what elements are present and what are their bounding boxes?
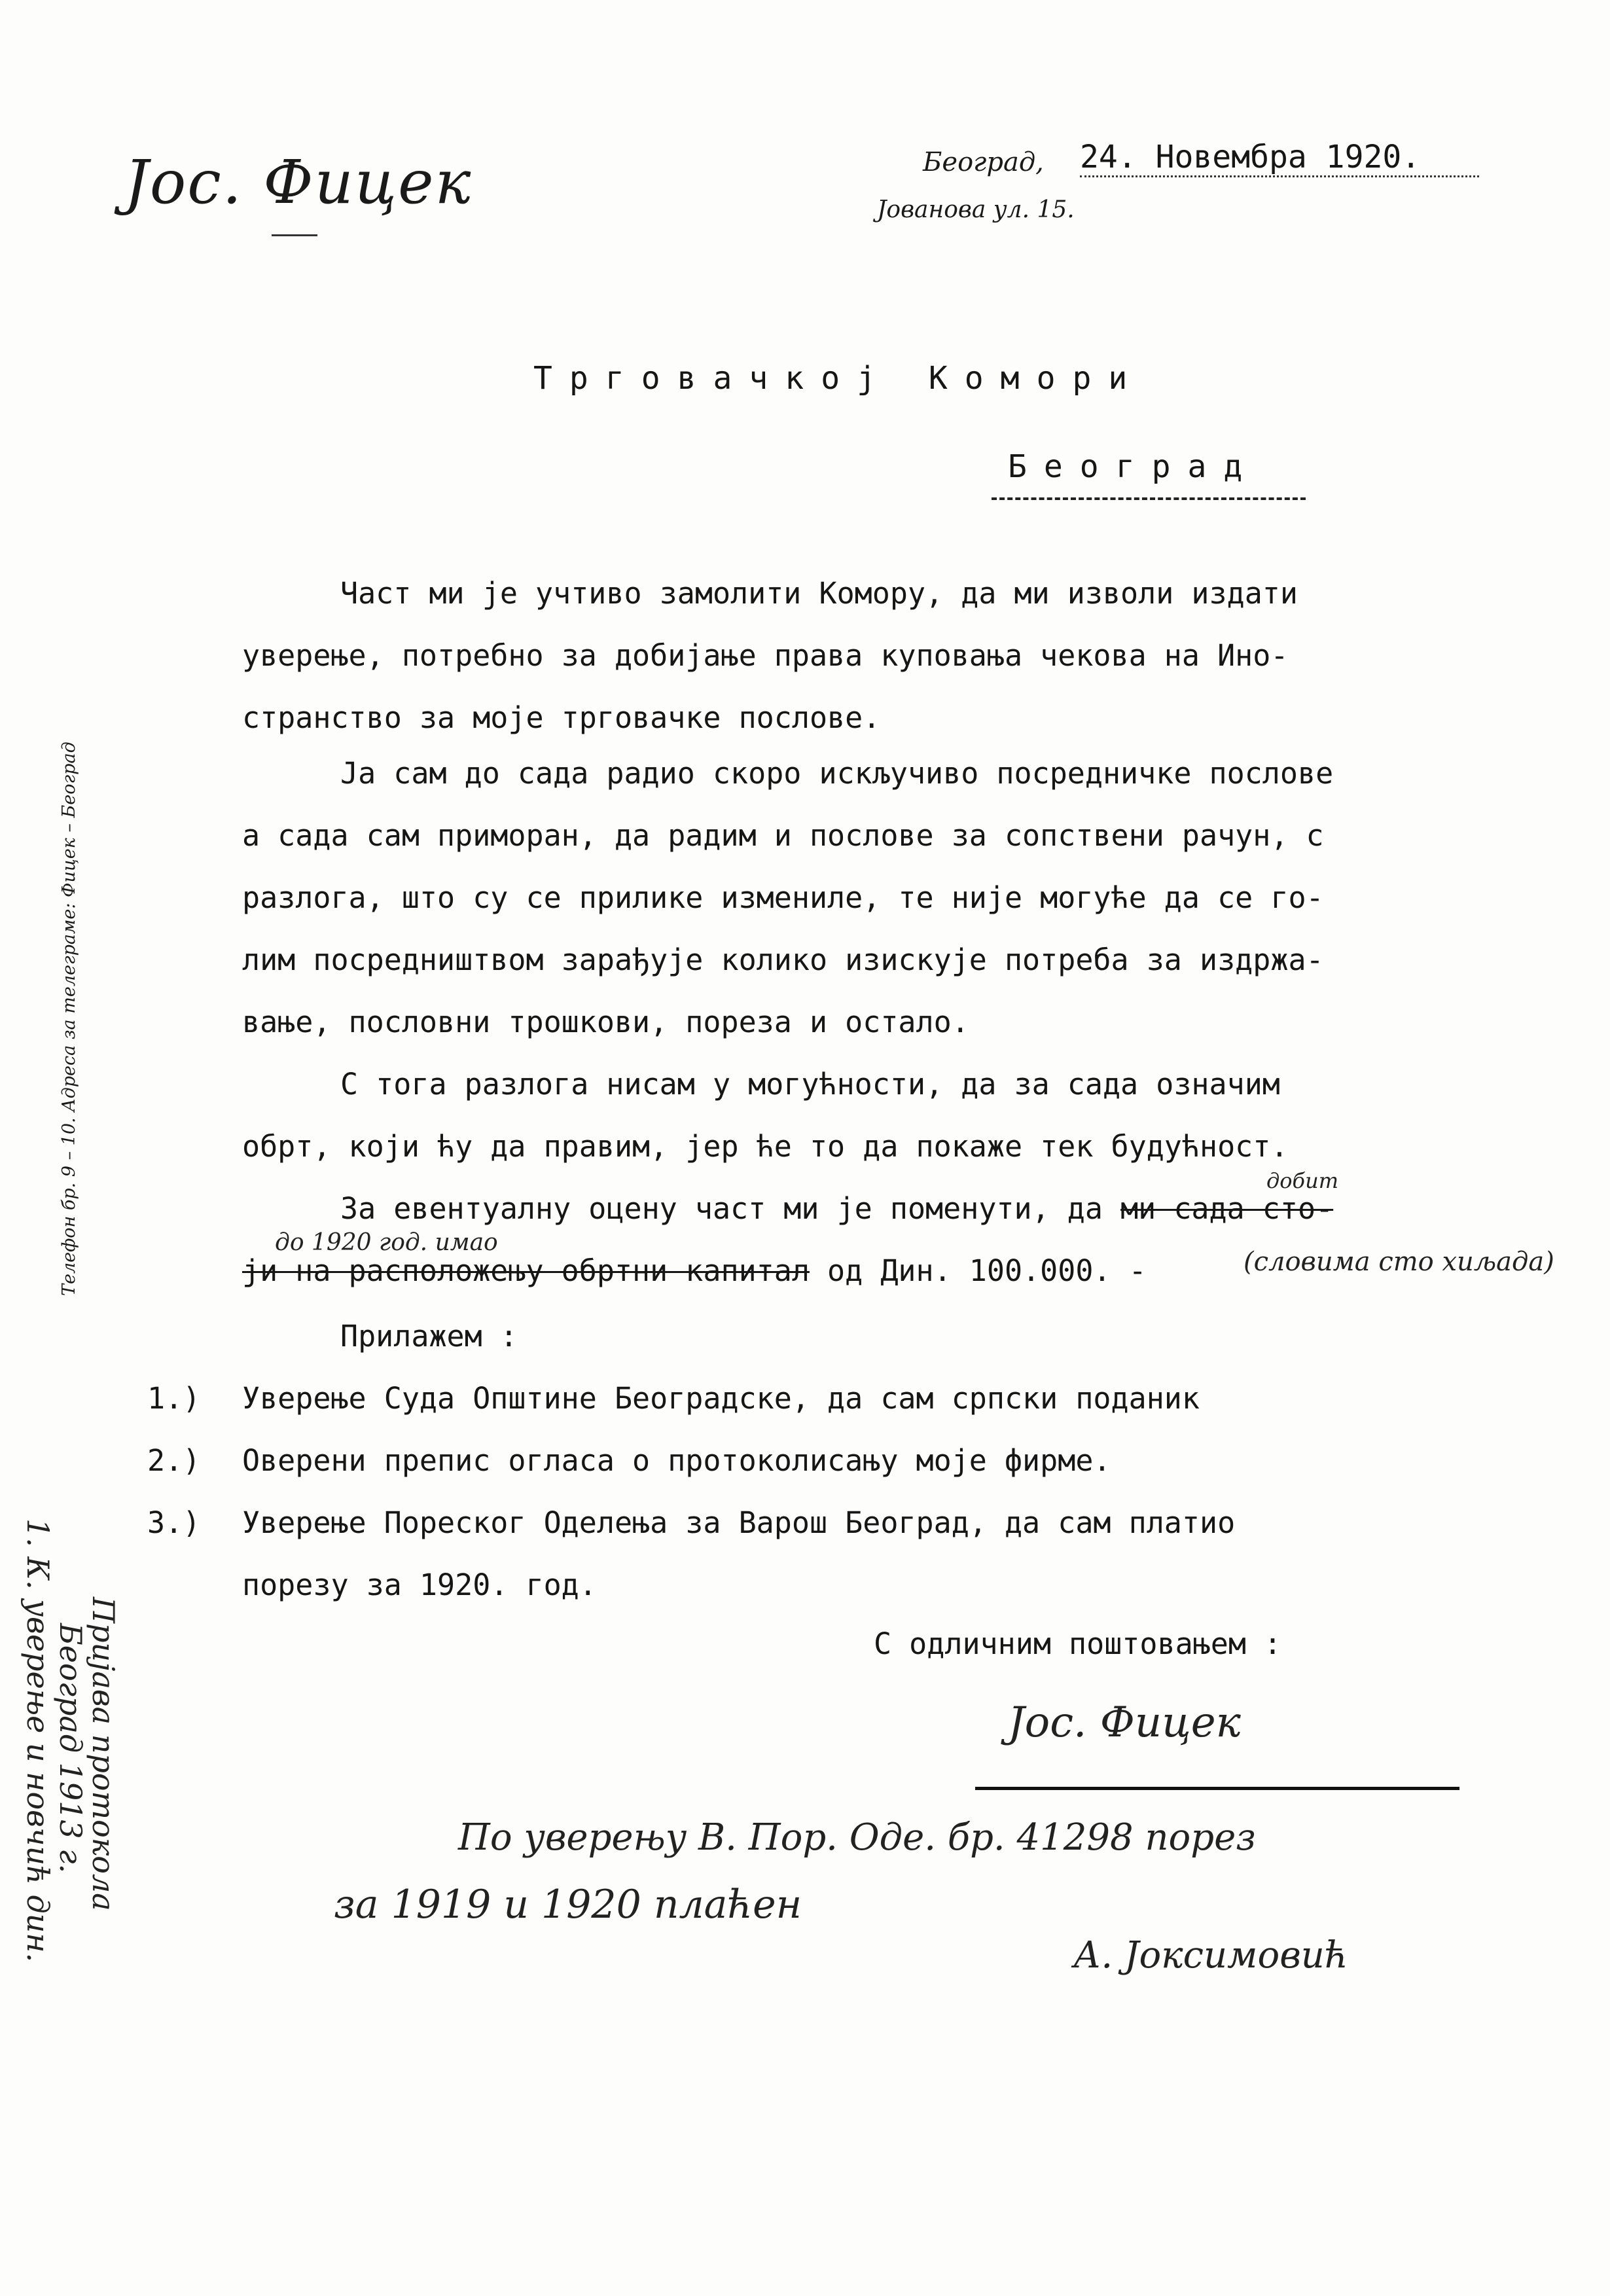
attachment-3-text-line1: Уверење Пореског Оделења за Варош Београд, да сам платио [242,1505,1236,1540]
body-p2-line3: разлога, што су се прилике измениле, те није могуће да се го- [242,880,1324,915]
annotation-signature: А. Јоксимовић [1073,1934,1348,1977]
handwritten-amount-words: (словима сто хиљада) [1243,1247,1554,1277]
recipient-line1: Трговачкој Комори [533,360,1145,397]
body-p3-line2: обрт, који ћу да правим, јер ће то да покаже тек будућност. [242,1129,1289,1164]
attachment-3-num: 3.) [147,1505,201,1540]
attachment-1-num: 1.) [147,1381,201,1416]
letterhead-city: Београд, [923,147,1044,177]
letter-date: 24. Новембра 1920. [1080,139,1479,177]
closing-salutation: С одличним поштовањем : [874,1626,1282,1661]
recipient-underline [992,497,1306,500]
letterhead-address: Јованова ул. 15. [877,196,1075,223]
attachment-2-text: Оверени препис огласа о протоколисању моје фирме. [242,1443,1111,1478]
body-p4-line2-struck: ји на расположењу обртни капитал [242,1253,810,1288]
margin-handwritten-col3: 1. К. уверење и новчић дин. [20,1518,56,1963]
body-p3-line1: С тога разлога нисам у могућности, да за сада означим [340,1067,1280,1102]
margin-vertical-print: Телефон бр. 9 – 10. Адреса за телеграме: Фицек – Београд [59,742,79,1296]
annotation-line2: за 1919 и 1920 плаћен [334,1882,802,1928]
body-p2-line5: вање, пословни трошкови, пореза и остало. [242,1005,969,1039]
letterhead-ornament [272,234,317,236]
signature-underline [975,1787,1459,1790]
handwritten-insert-right: добит [1266,1168,1339,1193]
body-p2-line4: лим посредништвом зарађује колико изискује потреба за издржа- [242,942,1324,977]
body-p2-line1: Ја сам до сада радио скоро искључиво посредничке послове [340,756,1334,791]
body-p1-line2: уверење, потребно за добијање права куповања чекова на Ино- [242,638,1289,673]
attachment-1-text: Уверење Суда Општине Београдске, да сам српски поданик [242,1381,1200,1416]
attachment-3-text-line2: порезу за 1920. год. [242,1568,597,1602]
body-p4-line1 [340,1191,1333,1226]
body-p1-line3: странство за моје трговачке послове. [242,700,881,735]
attachment-2-num: 2.) [147,1443,201,1478]
closing-signature: Јос. Фицек [1008,1698,1241,1747]
margin-handwritten-col2: Београд 1913 г. [53,1623,88,1874]
body-p2-line2: а сада сам приморан, да радим и послове за сопствени рачун, с [242,818,1324,853]
body-p1-line1: Част ми је учтиво замолити Комору, да ми изволи издати [340,576,1298,611]
letterhead-name: Јос. Фицек [124,147,473,217]
attachments-heading: Прилажем : [340,1319,518,1354]
body-p4-line1-text: За евентуалну оцену част ми је поменути, да [340,1191,1103,1226]
body-p4-line2-rest: од Дин. 100.000. - [827,1253,1147,1288]
body-p4-line1-struck: ми сада сто- [1120,1191,1334,1226]
handwritten-insert-above: до 1920 год. имао [275,1229,498,1256]
body-p4-line2 [242,1253,1147,1288]
margin-handwritten-col1: Пријава протокола [86,1597,121,1911]
recipient-line2: Београд [1008,448,1260,485]
annotation-line1: По уверењу В. Пор. Оде. бр. 41298 порез [458,1816,1256,1859]
